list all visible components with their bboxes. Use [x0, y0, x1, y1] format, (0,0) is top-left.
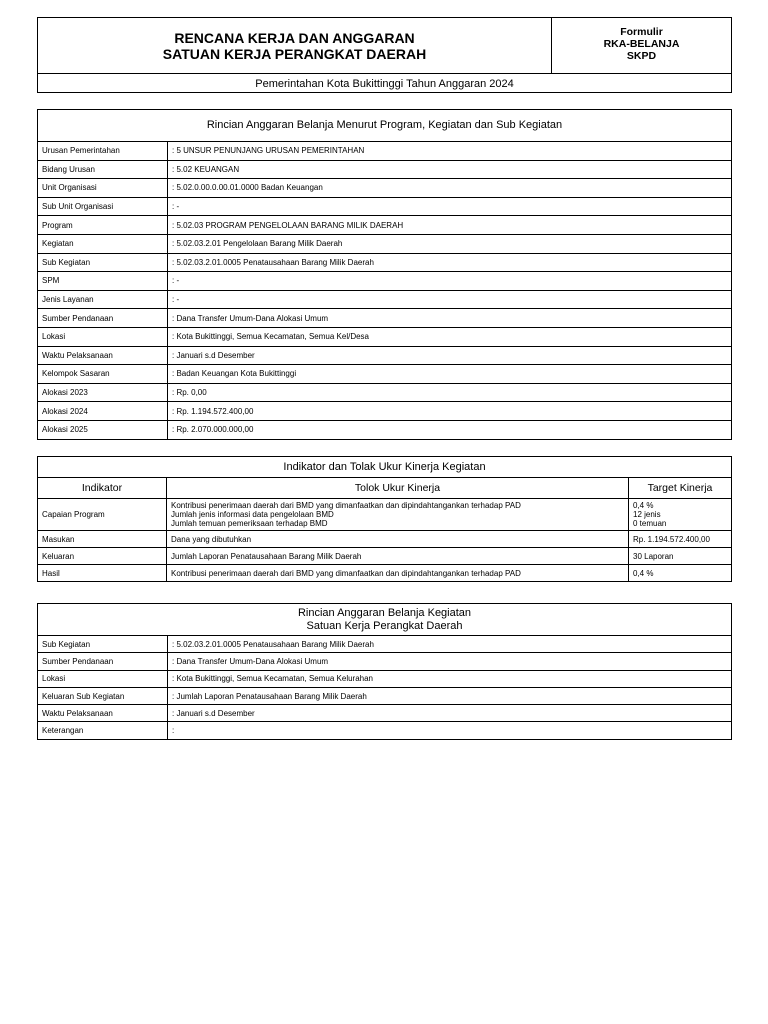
col-indikator: Indikator	[38, 478, 167, 499]
row-label: Sumber Pendanaan	[38, 309, 168, 328]
row-label: Sub Kegiatan	[38, 253, 168, 272]
row-label: Alokasi 2024	[38, 402, 168, 421]
row-label: Lokasi	[38, 327, 168, 346]
table-row	[38, 216, 732, 235]
table-row	[38, 197, 732, 216]
row-label: Kegiatan	[38, 234, 168, 253]
hasil-tolok: Kontribusi penerimaan daerah dari BMD yang dimanfaatkan dan dipindahtangankan terhadap PAD	[167, 565, 629, 582]
table-row	[38, 687, 732, 704]
row-value: : Badan Keuangan Kota Bukittinggi	[168, 365, 732, 384]
row-value: : Dana Transfer Umum-Dana Alokasi Umum	[168, 309, 732, 328]
row-label: SPM	[38, 272, 168, 291]
government-line: Pemerintahan Kota Bukittinggi Tahun Anggaran 2024	[255, 78, 514, 90]
row-label: Sub Kegiatan	[38, 636, 168, 653]
form-code-box	[552, 18, 731, 73]
keluaran-target: 30 Laporan	[629, 548, 732, 565]
row-value: : Dana Transfer Umum-Dana Alokasi Umum	[168, 653, 732, 670]
row-label: Alokasi 2023	[38, 383, 168, 402]
table-row	[38, 290, 732, 309]
row-label: Keluaran Sub Kegiatan	[38, 687, 168, 704]
row-label: Alokasi 2025	[38, 420, 168, 439]
table-row	[38, 272, 732, 291]
table-row	[38, 722, 732, 739]
row-capaian	[38, 499, 732, 531]
program-details-section	[37, 109, 732, 440]
row-label: Bidang Urusan	[38, 160, 168, 179]
row-value: : -	[168, 197, 732, 216]
table-row	[38, 365, 732, 384]
row-value: : 5.02.03.2.01.0005 Penatausahaan Barang Milik Daerah	[168, 253, 732, 272]
row-value: : Rp. 1.194.572.400,00	[168, 402, 732, 421]
capaian-tolok-1: Kontribusi penerimaan daerah dari BMD yang dimanfaatkan dan dipindahtangankan terhadap PAD	[171, 501, 521, 510]
table-row	[38, 420, 732, 439]
section1-title: Rincian Anggaran Belanja Menurut Program, Kegiatan dan Sub Kegiatan	[38, 110, 731, 142]
section3-title-line-1: Rincian Anggaran Belanja Kegiatan	[297, 606, 472, 619]
table-row	[38, 653, 732, 670]
indicator-header-row	[38, 478, 732, 499]
hasil-label: Hasil	[38, 565, 167, 582]
program-details-table	[37, 141, 732, 440]
table-row	[38, 309, 732, 328]
row-label: Waktu Pelaksanaan	[38, 705, 168, 722]
row-value: : -	[168, 290, 732, 309]
row-value: : 5 UNSUR PENUNJANG URUSAN PEMERINTAHAN	[168, 142, 732, 161]
keluaran-label: Keluaran	[38, 548, 167, 565]
row-masukan	[38, 531, 732, 548]
row-value: : -	[168, 272, 732, 291]
row-label: Sub Unit Organisasi	[38, 197, 168, 216]
row-label: Lokasi	[38, 670, 168, 687]
table-row	[38, 705, 732, 722]
row-value: : Jumlah Laporan Penatausahaan Barang Milik Daerah	[168, 687, 732, 704]
row-value: : 5.02.03 PROGRAM PENGELOLAAN BARANG MILIK DAERAH	[168, 216, 732, 235]
row-value: : 5.02 KEUANGAN	[168, 160, 732, 179]
section2-title: Indikator dan Tolak Ukur Kinerja Kegiatan	[38, 457, 731, 478]
activity-details-table	[37, 635, 732, 740]
keluaran-tolok: Jumlah Laporan Penatausahaan Barang Milik Daerah	[167, 548, 629, 565]
row-keluaran	[38, 548, 732, 565]
table-row	[38, 383, 732, 402]
document-header	[37, 17, 732, 93]
capaian-target-2: 12 jenis	[633, 510, 661, 519]
title-line-1: RENCANA KERJA DAN ANGGARAN	[174, 29, 415, 46]
form-label: Formulir	[620, 26, 663, 38]
table-row	[38, 402, 732, 421]
row-label: Urusan Pemerintahan	[38, 142, 168, 161]
form-code-1: RKA-BELANJA	[603, 38, 680, 50]
table-row	[38, 179, 732, 198]
row-value: : Januari s.d Desember	[168, 705, 732, 722]
row-label: Waktu Pelaksanaan	[38, 346, 168, 365]
row-value: : Januari s.d Desember	[168, 346, 732, 365]
masukan-tolok: Dana yang dibutuhkan	[167, 531, 629, 548]
row-label: Keterangan	[38, 722, 168, 739]
row-label: Jenis Layanan	[38, 290, 168, 309]
col-tolok: Tolok Ukur Kinerja	[167, 478, 629, 499]
table-row	[38, 636, 732, 653]
row-label: Unit Organisasi	[38, 179, 168, 198]
capaian-target-1: 0,4 %	[633, 501, 654, 510]
masukan-target: Rp. 1.194.572.400,00	[629, 531, 732, 548]
row-value: : Rp. 0,00	[168, 383, 732, 402]
capaian-tolok-2: Jumlah jenis informasi data pengelolaan BMD	[171, 510, 334, 519]
capaian-tolok	[167, 499, 629, 531]
hasil-target: 0,4 %	[629, 565, 732, 582]
row-value: : Kota Bukittinggi, Semua Kecamatan, Semua Kel/Desa	[168, 327, 732, 346]
row-label: Kelompok Sasaran	[38, 365, 168, 384]
indicator-table	[37, 477, 732, 582]
title-line-2: SATUAN KERJA PERANGKAT DAERAH	[162, 45, 427, 62]
row-value: : 5.02.0.00.0.00.01.0000 Badan Keuangan	[168, 179, 732, 198]
row-label: Sumber Pendanaan	[38, 653, 168, 670]
activity-budget-section	[37, 603, 732, 740]
col-target: Target Kinerja	[629, 478, 732, 499]
section3-title	[38, 604, 731, 636]
row-value: : Kota Bukittinggi, Semua Kecamatan, Semua Kelurahan	[168, 670, 732, 687]
form-code-2: SKPD	[626, 50, 657, 62]
capaian-target	[629, 499, 732, 531]
document-title	[38, 18, 552, 73]
table-row	[38, 670, 732, 687]
table-row	[38, 327, 732, 346]
row-value: : Rp. 2.070.000.000,00	[168, 420, 732, 439]
row-hasil	[38, 565, 732, 582]
table-row	[38, 234, 732, 253]
header-top-row	[38, 18, 731, 74]
section3-title-line-2: Satuan Kerja Perangkat Daerah	[306, 619, 463, 632]
row-value: : 5.02.03.2.01 Pengelolaan Barang Milik Daerah	[168, 234, 732, 253]
row-label: Program	[38, 216, 168, 235]
capaian-label: Capaian Program	[38, 499, 167, 531]
table-row	[38, 142, 732, 161]
row-value: : 5.02.03.2.01.0005 Penatausahaan Barang Milik Daerah	[168, 636, 732, 653]
performance-indicator-section	[37, 456, 732, 582]
masukan-label: Masukan	[38, 531, 167, 548]
table-row	[38, 346, 732, 365]
capaian-tolok-3: Jumlah temuan pemeriksaan terhadap BMD	[171, 519, 328, 528]
table-row	[38, 160, 732, 179]
row-value: :	[168, 722, 732, 739]
table-row	[38, 253, 732, 272]
capaian-target-3: 0 temuan	[633, 519, 667, 528]
